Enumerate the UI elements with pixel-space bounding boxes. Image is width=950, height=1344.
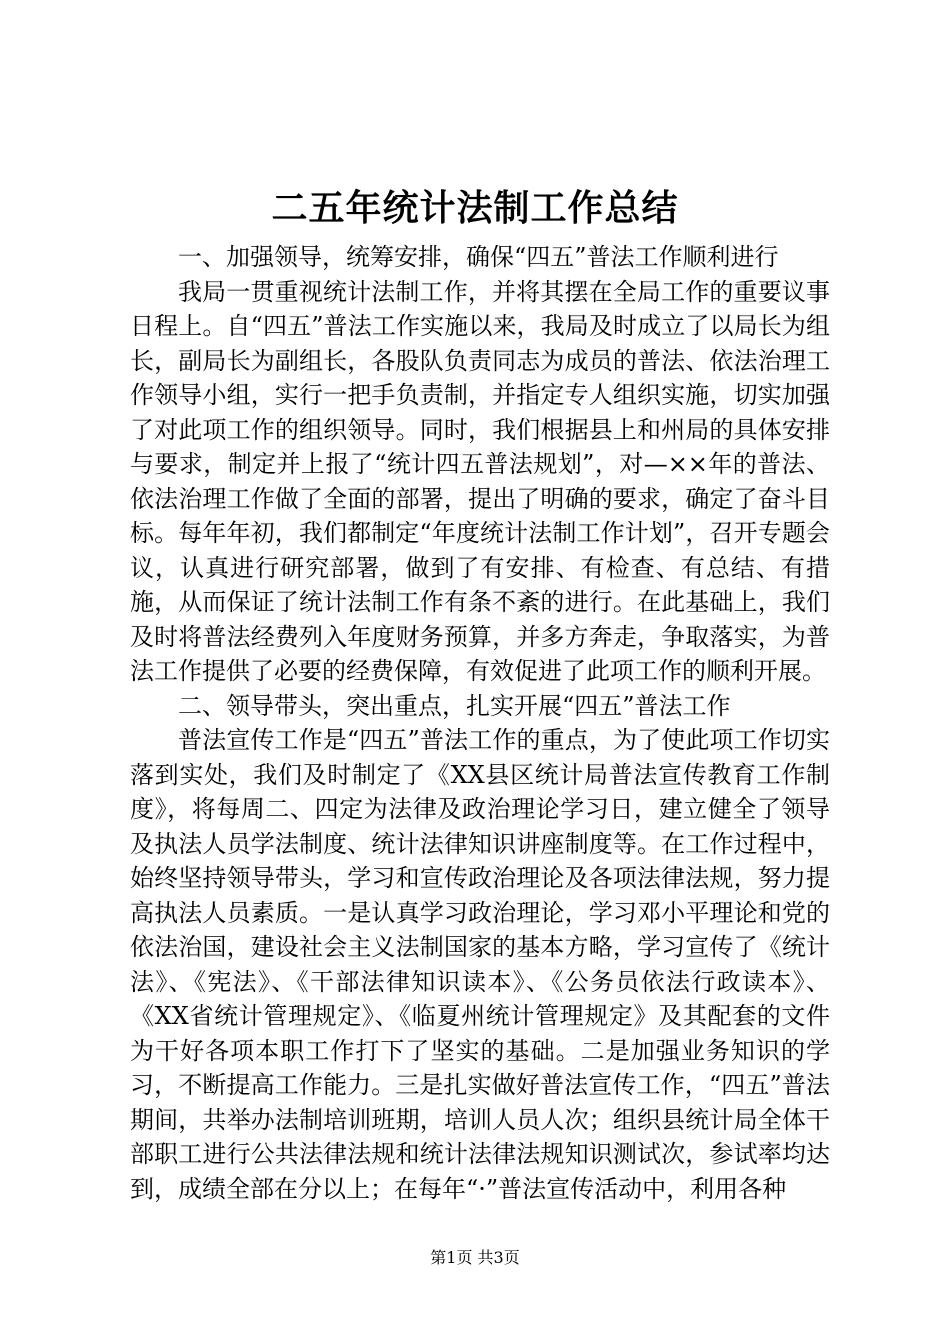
body-paragraph-2: 普法宣传工作是“四五”普法工作的重点，为了使此项工作切实落到实处，我们及时制定了《XX县区统计局普法宣传教育工作制度》，将每周二、四定为法律及政治理论学习日，建立健全了领导及执法人员学法制度、统计法律知识讲座制度等。在工作过程中，始终坚持领导带头，学习和宣传政治理论及各项法律法规，努力提高执法人员素质。一是认真学习政治理论，学习邓小平理论和党的依法治国，建设社会主义法制国家的基本方略，学习宣传了《统计法》、《宪法》、《干部法律知识读本》、《公务员依法行政读本》、《XX省统计管理规定》、《临夏州统计管理规定》及其配套的文件为干好各项本职工作打下了坚实的基础。二是加强业务知识的学习，不断提高工作能力。三是扎实做好普法宣传工作，“四五”普法期间，共举办法制培训班期，培训人员人次；组织县统计局全体干部职工进行公共法律法规和统计法律法规知识测试次，参试率均达到，成绩全部在分以上；在每年“·”普法宣传活动中，利用各种: [130, 726, 830, 1203]
body-paragraph-1: 我局一贯重视统计法制工作，并将其摆在全局工作的重要议事日程上。自“四五”普法工作实施以来，我局及时成立了以局长为组长，副局长为副组长，各股队负责同志为成员的普法、依法治理工作领导小组，实行一把手负责制，并指定专人组织实施，切实加强了对此项工作的组织领导。同时，我们根据县上和州局的具体安排与要求，制定并上报了“统计四五普法规划”，对—××年的普法、依法治理工作做了全面的部署，提出了明确的要求，确定了奋斗目标。每年年初，我们都制定“年度统计法制工作计划”，召开专题会议，认真进行研究部署，做到了有安排、有检查、有总结、有措施，从而保证了统计法制工作有条不紊的进行。在此基础上，我们及时将普法经费列入年度财务预算，并多方奔走，争取落实，为普法工作提供了必要的经费保障，有效促进了此项工作的顺利开展。: [130, 277, 830, 685]
document-title: 二五年统计法制工作总结: [271, 187, 679, 229]
document-body: [130, 240, 830, 1206]
section-heading-2: 二、领导带头，突出重点，扎实开展“四五”普法工作: [178, 691, 731, 720]
page-number-footer: 第1页 共3页: [430, 1248, 520, 1267]
section-heading-1: 一、加强领导，统筹安排，确保“四五”普法工作顺利进行: [178, 243, 779, 271]
